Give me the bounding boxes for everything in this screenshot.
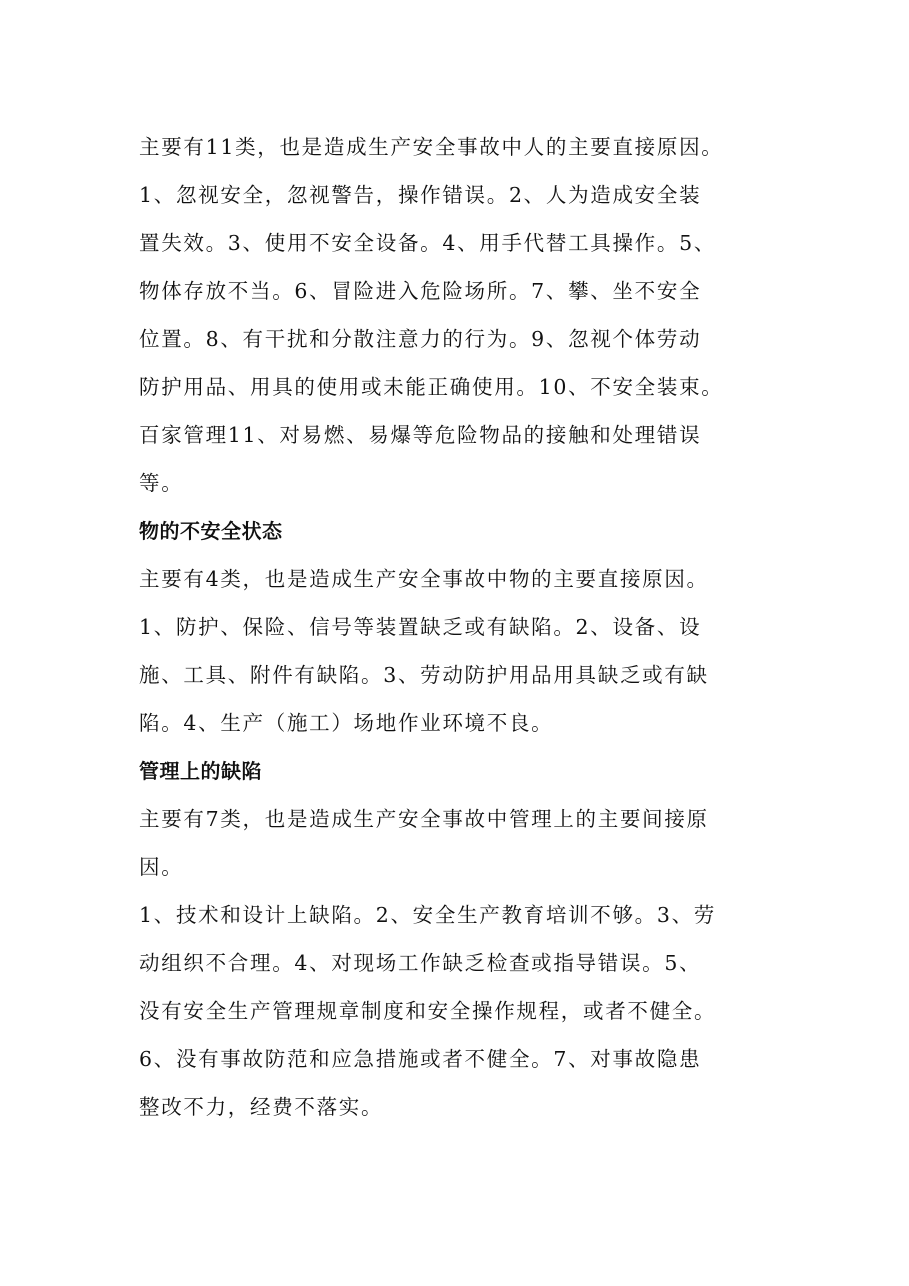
section-heading-unsafe-state-of-things: 物的不安全状态 [139,519,283,543]
paragraph-line: 置失效。3、使用不安全设备。4、用手代替工具操作。5、 [139,231,717,255]
section-heading-management-defects: 管理上的缺陷 [139,759,262,783]
paragraph-line: 没有安全生产管理规章制度和安全操作规程，或者不健全。 [139,999,717,1023]
paragraph-line: 百家管理11、对易燃、易爆等危险物品的接触和处理错误 [139,423,702,447]
paragraph-line: 物体存放不当。6、冒险进入危险场所。7、攀、坐不安全 [139,279,702,303]
paragraph-line: 防护用品、用具的使用或未能正确使用。10、不安全装束。 [139,375,724,399]
paragraph-line: 动组织不合理。4、对现场工作缺乏检查或指导错误。5、 [139,951,702,975]
paragraph-line: 等。 [139,471,184,495]
paragraph-line: 1、技术和设计上缺陷。2、安全生产教育培训不够。3、劳 [139,903,717,927]
paragraph-line: 陷。4、生产（施工）场地作业环境不良。 [139,711,554,735]
paragraph-line: 主要有11类，也是造成生产安全事故中人的主要直接原因。 [139,135,724,159]
paragraph-line: 位置。8、有干扰和分散注意力的行为。9、忽视个体劳动 [139,327,702,351]
paragraph-line: 施、工具、附件有缺陷。3、劳动防护用品用具缺乏或有缺 [139,663,709,687]
paragraph-line: 6、没有事故防范和应急措施或者不健全。7、对事故隐患 [139,1047,702,1071]
paragraph-line: 因。 [139,855,184,879]
paragraph-line: 1、忽视安全，忽视警告，操作错误。2、人为造成安全装 [139,183,702,207]
paragraph-line: 1、防护、保险、信号等装置缺乏或有缺陷。2、设备、设 [139,615,702,639]
paragraph-line: 主要有7类，也是造成生产安全事故中管理上的主要间接原 [139,807,709,831]
document-body [139,123,779,1131]
paragraph-line: 主要有4类，也是造成生产安全事故中物的主要直接原因。 [139,567,709,591]
paragraph-line: 整改不力，经费不落实。 [139,1095,384,1119]
